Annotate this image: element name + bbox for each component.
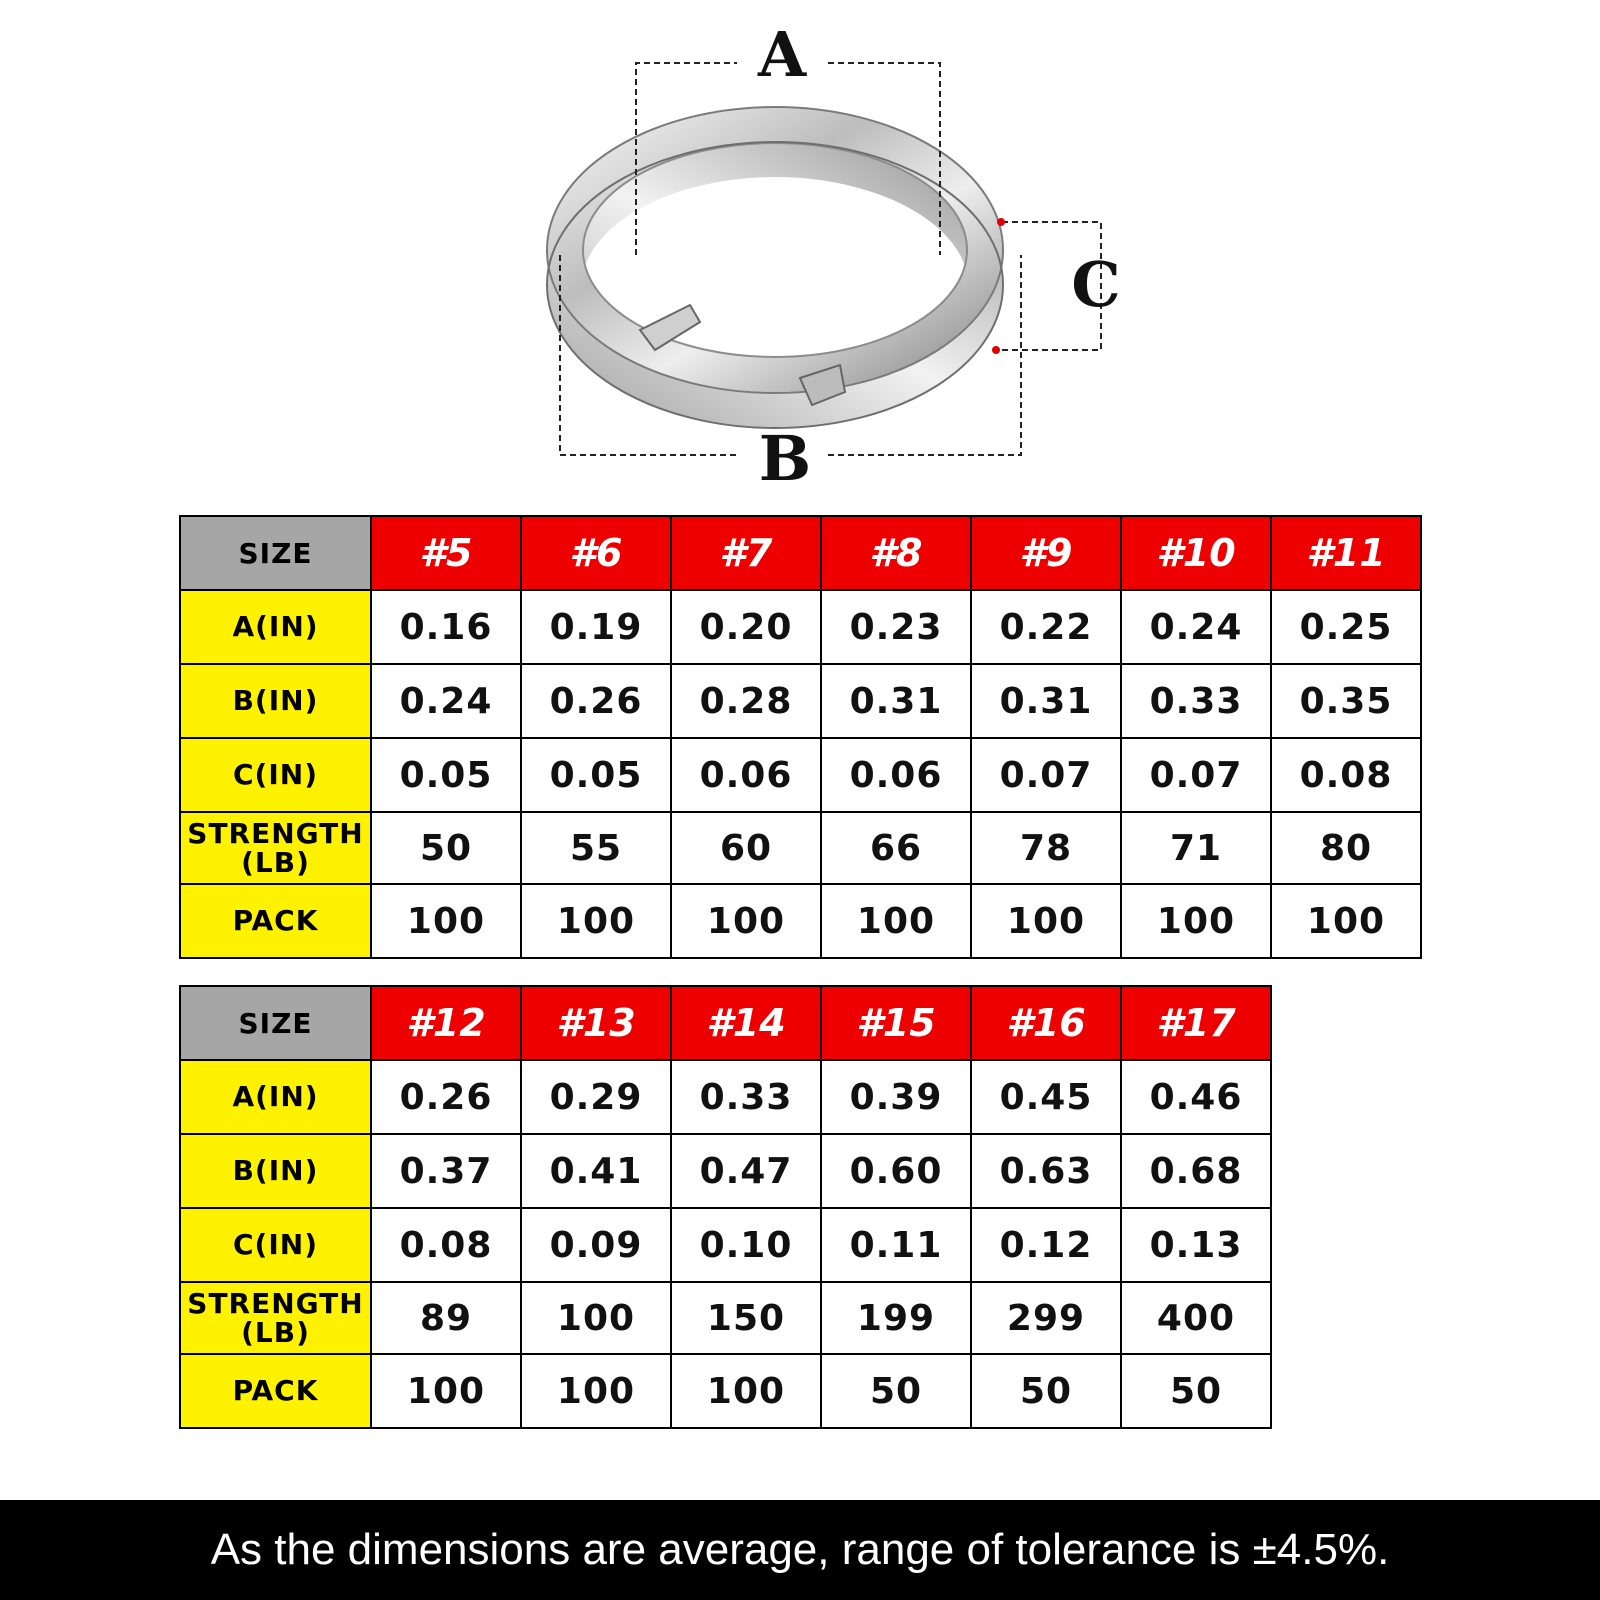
value-cell: 0.16 [371, 590, 521, 664]
value-cell: 0.10 [671, 1208, 821, 1282]
row-label-a: A(IN) [180, 1060, 371, 1134]
value-cell: 0.33 [1121, 664, 1271, 738]
table-row [180, 590, 1421, 664]
row-label-c: C(IN) [180, 1208, 371, 1282]
value-cell: 0.39 [821, 1060, 971, 1134]
value-cell: 50 [371, 812, 521, 884]
value-cell: 0.05 [371, 738, 521, 812]
size-header-row [180, 986, 1271, 1060]
value-cell: 100 [1121, 884, 1271, 958]
value-cell: 199 [821, 1282, 971, 1354]
value-cell: 0.68 [1121, 1134, 1271, 1208]
dimension-c-bottom-dot [992, 346, 1000, 354]
value-cell: 0.09 [521, 1208, 671, 1282]
size-cell: #12 [371, 986, 521, 1060]
value-cell: 50 [1121, 1354, 1271, 1428]
split-ring-image [547, 107, 1003, 428]
table-row [180, 1354, 1271, 1428]
value-cell: 0.35 [1271, 664, 1421, 738]
value-cell: 150 [671, 1282, 821, 1354]
row-label-pack: PACK [180, 884, 371, 958]
value-cell: 71 [1121, 812, 1271, 884]
size-cell: #17 [1121, 986, 1271, 1060]
size-cell: #6 [521, 516, 671, 590]
value-cell: 66 [821, 812, 971, 884]
value-cell: 0.08 [1271, 738, 1421, 812]
value-cell: 0.08 [371, 1208, 521, 1282]
value-cell: 50 [821, 1354, 971, 1428]
value-cell: 0.05 [521, 738, 671, 812]
value-cell: 0.19 [521, 590, 671, 664]
size-header-row [180, 516, 1421, 590]
row-label-c: C(IN) [180, 738, 371, 812]
value-cell: 0.37 [371, 1134, 521, 1208]
value-cell: 0.26 [521, 664, 671, 738]
value-cell: 89 [371, 1282, 521, 1354]
value-cell: 0.26 [371, 1060, 521, 1134]
size-cell: #15 [821, 986, 971, 1060]
value-cell: 0.24 [371, 664, 521, 738]
value-cell: 78 [971, 812, 1121, 884]
value-cell: 0.12 [971, 1208, 1121, 1282]
value-cell: 0.06 [821, 738, 971, 812]
value-cell: 0.20 [671, 590, 821, 664]
value-cell: 80 [1271, 812, 1421, 884]
value-cell: 60 [671, 812, 821, 884]
value-cell: 0.11 [821, 1208, 971, 1282]
value-cell: 100 [371, 884, 521, 958]
value-cell: 0.06 [671, 738, 821, 812]
value-cell: 0.31 [971, 664, 1121, 738]
value-cell: 100 [521, 1354, 671, 1428]
size-corner-label: SIZE [180, 516, 371, 590]
value-cell: 50 [971, 1354, 1121, 1428]
size-cell: #9 [971, 516, 1121, 590]
value-cell: 0.25 [1271, 590, 1421, 664]
dimension-b-label: B [758, 422, 812, 495]
row-label-pack: PACK [180, 1354, 371, 1428]
value-cell: 100 [1271, 884, 1421, 958]
dimension-a-label: A [757, 18, 807, 91]
split-ring-diagram [0, 0, 1600, 500]
value-cell: 0.28 [671, 664, 821, 738]
size-cell: #13 [521, 986, 671, 1060]
value-cell: 0.63 [971, 1134, 1121, 1208]
value-cell: 100 [521, 1282, 671, 1354]
table-row [180, 1282, 1271, 1354]
value-cell: 0.60 [821, 1134, 971, 1208]
row-label-strength: STRENGTH (LB) [180, 1282, 371, 1354]
size-cell: #16 [971, 986, 1121, 1060]
value-cell: 0.41 [521, 1134, 671, 1208]
row-label-strength: STRENGTH (LB) [180, 812, 371, 884]
value-cell: 100 [371, 1354, 521, 1428]
value-cell: 0.07 [971, 738, 1121, 812]
value-cell: 0.13 [1121, 1208, 1271, 1282]
value-cell: 100 [521, 884, 671, 958]
tolerance-footer [0, 1500, 1600, 1600]
value-cell: 0.45 [971, 1060, 1121, 1134]
table-row [180, 664, 1421, 738]
value-cell: 0.47 [671, 1134, 821, 1208]
row-label-a: A(IN) [180, 590, 371, 664]
value-cell: 0.29 [521, 1060, 671, 1134]
row-label-b: B(IN) [180, 1134, 371, 1208]
size-cell: #11 [1271, 516, 1421, 590]
value-cell: 100 [821, 884, 971, 958]
table-row [180, 812, 1421, 884]
spec-table-sizes-12-to-17 [179, 985, 1272, 1429]
value-cell: 0.31 [821, 664, 971, 738]
value-cell: 100 [671, 884, 821, 958]
size-corner-label: SIZE [180, 986, 371, 1060]
value-cell: 400 [1121, 1282, 1271, 1354]
value-cell: 0.33 [671, 1060, 821, 1134]
value-cell: 100 [971, 884, 1121, 958]
value-cell: 0.46 [1121, 1060, 1271, 1134]
value-cell: 100 [671, 1354, 821, 1428]
size-cell: #8 [821, 516, 971, 590]
table-row [180, 884, 1421, 958]
value-cell: 0.22 [971, 590, 1121, 664]
row-label-b: B(IN) [180, 664, 371, 738]
value-cell: 299 [971, 1282, 1121, 1354]
dimension-c-label: C [1071, 248, 1121, 321]
value-cell: 0.07 [1121, 738, 1271, 812]
value-cell: 55 [521, 812, 671, 884]
table-row [180, 738, 1421, 812]
dimension-c-top-dot [997, 218, 1005, 226]
table-row [180, 1060, 1271, 1134]
tolerance-note: As the dimensions are average, range of tolerance is ±4.5%. [210, 1525, 1390, 1574]
table-row [180, 1208, 1271, 1282]
spec-table-sizes-5-to-11 [179, 515, 1422, 959]
size-cell: #7 [671, 516, 821, 590]
value-cell: 0.24 [1121, 590, 1271, 664]
size-cell: #5 [371, 516, 521, 590]
table-row [180, 1134, 1271, 1208]
value-cell: 0.23 [821, 590, 971, 664]
size-cell: #14 [671, 986, 821, 1060]
size-cell: #10 [1121, 516, 1271, 590]
